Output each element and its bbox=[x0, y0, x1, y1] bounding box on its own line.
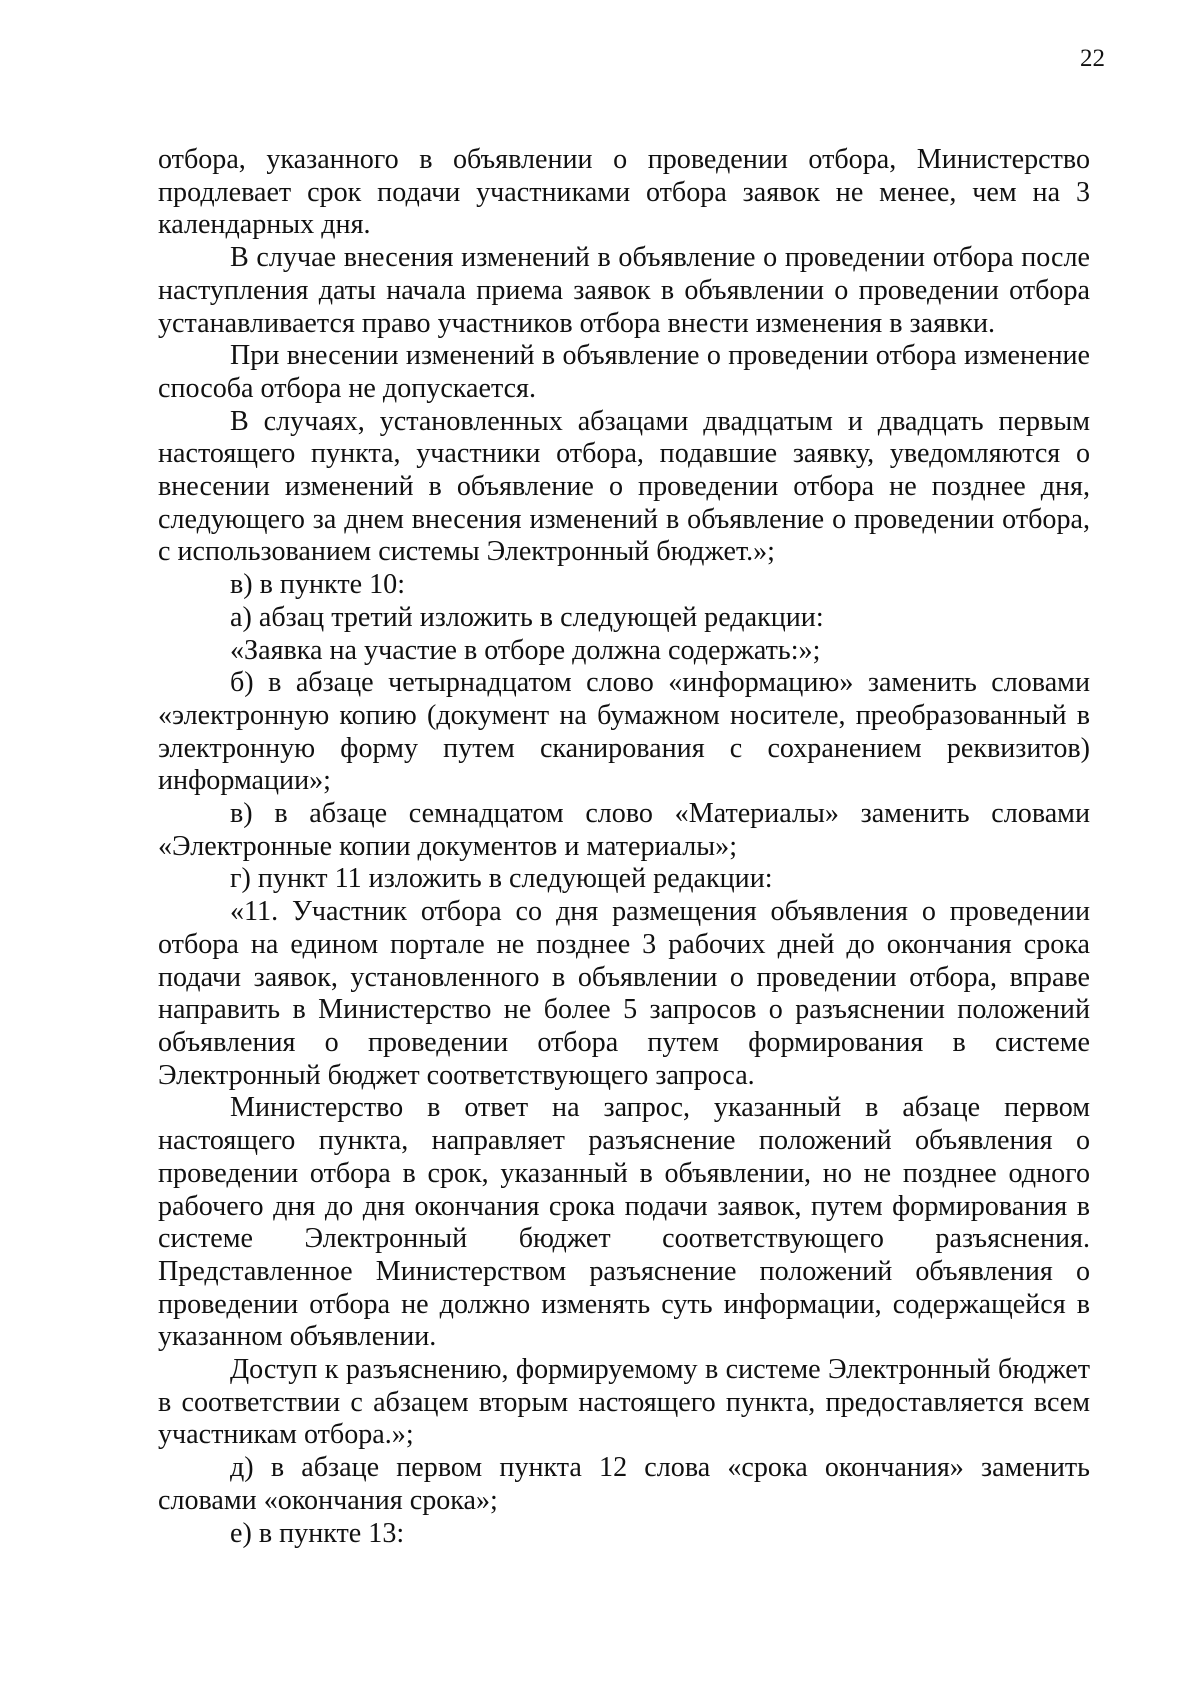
paragraph-point-11-text: «11. Участник отбора со дня размещения объявления о проведении отбора на едином портале не позднее 3 рабочих дней до окончания срока подачи заявок, установленного в объявлении о проведении отбора, вправе направить в Министерство не более 5 запросов о разъяснении положений объявления о проведении отбора путем формирования в системе Электронный бюджет соответствующего запроса. bbox=[158, 896, 1090, 1091]
paragraph-point-10-b: б) в абзаце четырнадцатом слово «информацию» заменить словами «электронную копию (документ на бумажном носителе, преобразованный в электронную форму путем сканирования с сохранением реквизитов) информации»; bbox=[158, 667, 1090, 797]
paragraph-access-clarification: Доступ к разъяснению, формируемому в системе Электронный бюджет в соответствии с абзацем вторым настоящего пункта, предоставляется всем участникам отбора.»; bbox=[158, 1354, 1090, 1451]
paragraph-point-10-a: а) абзац третий изложить в следующей редакции: bbox=[230, 601, 824, 633]
paragraph-point-10: в) в пункте 10: bbox=[230, 569, 405, 601]
paragraph-change-rights: В случае внесения изменений в объявление о проведении отбора после наступления даты начала приема заявок в объявлении о проведении отбора устанавливается право участников отбора внести изменения в заявки. bbox=[158, 242, 1090, 339]
paragraph-point-10-v: в) в абзаце семнадцатом слово «Материалы» заменить словами «Электронные копии документов и материалы»; bbox=[158, 798, 1090, 862]
paragraph-notification: В случаях, установленных абзацами двадцатым и двадцать первым настоящего пункта, участники отбора, подавшие заявку, уведомляются о внесении изменений в объявление о проведении отбора не позднее дня, следующего за днем внесения изменений в объявление о проведении отбора, с использованием системы Электронный бюджет.»; bbox=[158, 405, 1090, 568]
paragraph-ministry-response: Министерство в ответ на запрос, указанный в абзаце первом настоящего пункта, направляет разъяснение положений объявления о проведении отбора в срок, указанный в объявлении, но не позднее одного рабочего дня до дня окончания срока подачи заявок, путем формирования в системе Электронный бюджет соответствующего разъяснения. Представленное Министерством разъяснение положений объявления о проведении отбора не должно изменять суть информации, содержащейся в указанном объявлении. bbox=[158, 1092, 1090, 1353]
paragraph-point-11: г) пункт 11 изложить в следующей редакции: bbox=[230, 863, 773, 895]
document-body bbox=[158, 144, 1090, 1550]
paragraph-application-content: «Заявка на участие в отборе должна содержать:»; bbox=[230, 634, 821, 666]
paragraph-method-change: При внесении изменений в объявление о проведении отбора изменение способа отбора не допускается. bbox=[158, 340, 1090, 404]
paragraph-point-12: д) в абзаце первом пункта 12 слова «срока окончания» заменить словами «окончания срока»; bbox=[158, 1452, 1090, 1516]
page-number: 22 bbox=[1080, 45, 1105, 72]
paragraph-continuation: отбора, указанного в объявлении о проведении отбора, Министерство продлевает срок подачи участниками отбора заявок не менее, чем на 3 календарных дня. bbox=[158, 144, 1090, 241]
paragraph-point-13: е) в пункте 13: bbox=[230, 1517, 405, 1549]
